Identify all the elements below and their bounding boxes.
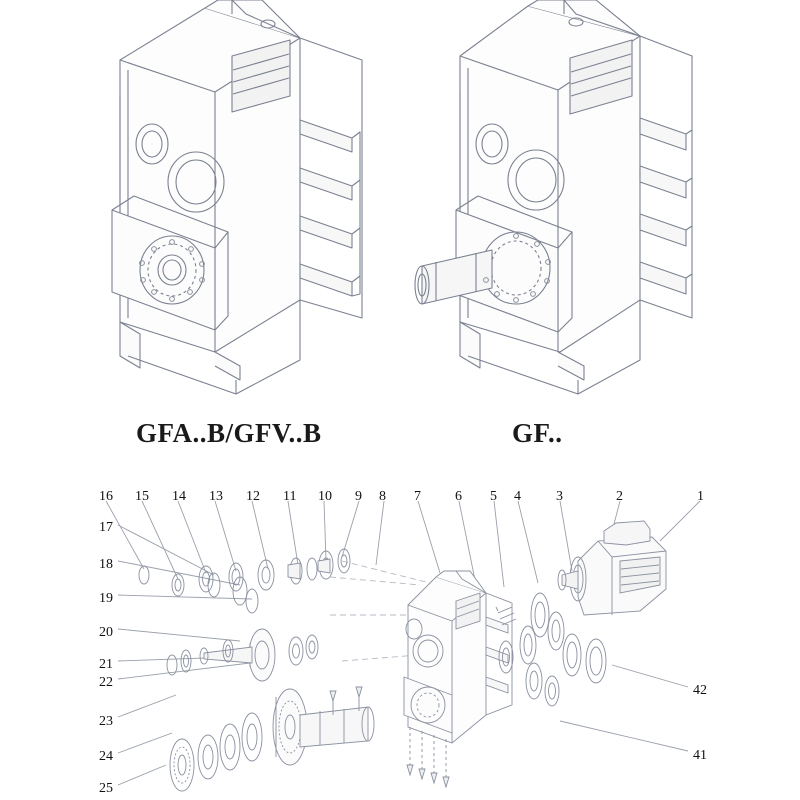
- gf-gearbox-drawing: [400, 0, 800, 410]
- callout-14: 14: [172, 489, 186, 504]
- callout-18: 18: [99, 557, 113, 572]
- callout-12: 12: [246, 489, 260, 504]
- exploded-view-area: [0, 465, 800, 800]
- callout-16: 16: [99, 489, 113, 504]
- callout-13: 13: [209, 489, 223, 504]
- callout-41: 41: [693, 748, 707, 763]
- callout-10: 10: [318, 489, 332, 504]
- callout-17: 17: [99, 520, 113, 535]
- callout-5: 5: [490, 489, 497, 504]
- caption-gfa-b-gfv-b: GFA..B/GFV..B: [136, 418, 322, 448]
- callout-8: 8: [379, 489, 386, 504]
- caption-gf: GF..: [512, 418, 563, 448]
- callout-23: 23: [99, 714, 113, 729]
- callout-11: 11: [283, 489, 297, 504]
- callout-9: 9: [355, 489, 362, 504]
- callout-25: 25: [99, 781, 113, 796]
- callout-24: 24: [99, 749, 113, 764]
- exploded-view-drawing: [0, 465, 800, 800]
- callout-21: 21: [99, 657, 113, 672]
- callout-42: 42: [693, 683, 707, 698]
- callout-22: 22: [99, 675, 113, 690]
- callout-15: 15: [135, 489, 149, 504]
- callout-7: 7: [414, 489, 421, 504]
- callout-20: 20: [99, 625, 113, 640]
- callout-3: 3: [556, 489, 563, 504]
- callout-19: 19: [99, 591, 113, 606]
- callout-6: 6: [455, 489, 462, 504]
- callout-2: 2: [616, 489, 623, 504]
- gfa-b-gfv-b-gearbox-drawing: [0, 0, 400, 410]
- callout-1: 1: [697, 489, 704, 504]
- callout-4: 4: [514, 489, 521, 504]
